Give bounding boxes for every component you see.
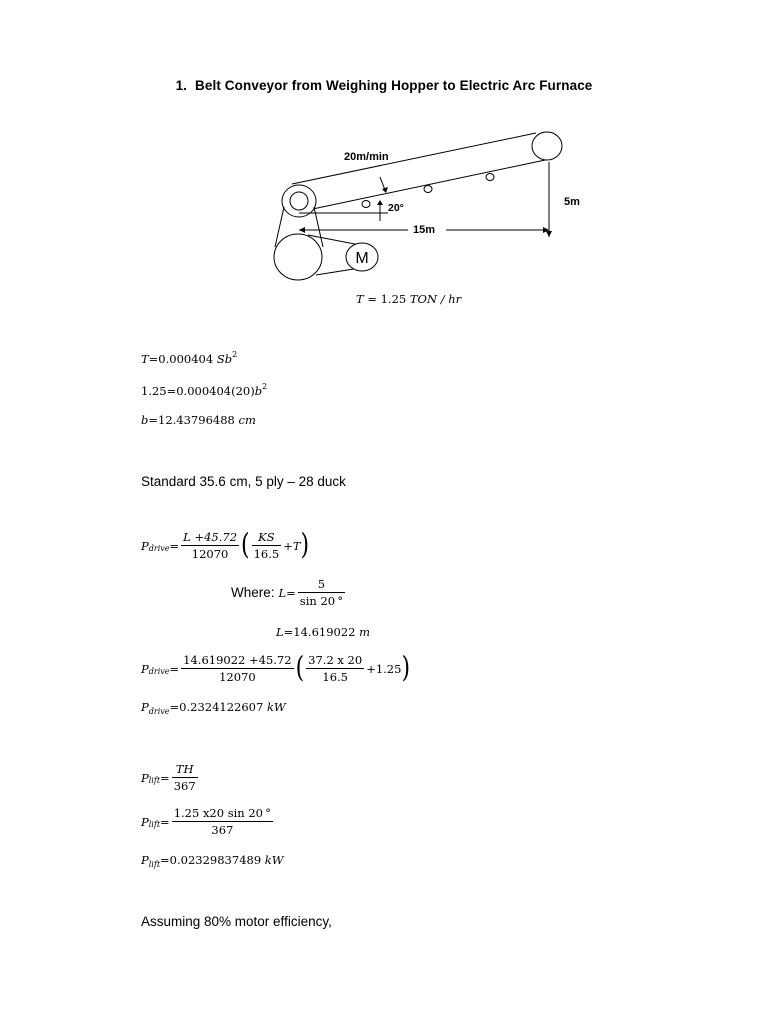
plift-equals: = — [160, 770, 170, 785]
plift-subst-subscript: lift — [148, 820, 161, 829]
pdrive-subst-num2: 37.2 x 20 — [308, 653, 363, 667]
speed-arrow-shaft — [380, 177, 385, 190]
pdrive-tail: +T — [283, 538, 301, 553]
pdrive-result-symbol: P — [141, 700, 149, 714]
equation-belt-width — [141, 413, 256, 427]
pdrive-substitution — [141, 653, 410, 684]
eq2-text: 1.25=0.000404 — [141, 384, 232, 398]
where-equals: = — [286, 585, 296, 600]
section-title — [0, 78, 768, 93]
where-definition — [231, 577, 347, 608]
pdrive-symbol: P — [141, 538, 149, 553]
caption-var-T: T — [356, 292, 364, 306]
eq2-paren: (20) — [231, 384, 255, 398]
angle-label: 20° — [388, 202, 404, 214]
angle-tick-arrow — [377, 200, 383, 205]
height-arrow-head — [546, 231, 552, 237]
where-den: sin 20 ° — [299, 594, 344, 608]
pdrive-result-subscript: drive — [148, 707, 170, 716]
conveyor-diagram — [268, 125, 598, 285]
belt-bottom-line — [308, 159, 550, 210]
plift-substitution — [141, 806, 275, 837]
section-title-text: Belt Conveyor from Weighing Hopper to Electric Arc Furnace — [195, 78, 593, 93]
plift-den: 367 — [173, 779, 196, 793]
plift-symbol: P — [141, 770, 149, 785]
pdrive-subst-subscript: drive — [148, 667, 170, 676]
plift-result — [141, 853, 284, 867]
eq1-lhs: T — [141, 352, 149, 366]
pdrive-den2: 16.5 — [253, 547, 280, 561]
length-arrow-left — [299, 227, 305, 233]
length-label: 15m — [413, 224, 436, 236]
pdrive-open-paren: ( — [241, 529, 250, 562]
where-label: Where: — [231, 585, 275, 600]
eq3-rhs: =12.43796488 — [148, 413, 239, 427]
plift-result-subscript: lift — [148, 860, 161, 869]
pdrive-subst-fraction-2 — [306, 653, 364, 684]
speed-label: 20m/min — [344, 151, 389, 163]
pdrive-subst-tail: +1.25 — [366, 661, 402, 676]
eq2-exponent: 2 — [262, 382, 268, 391]
pdrive-subst-symbol: P — [141, 661, 149, 676]
caption-unit: TON / hr — [409, 292, 462, 306]
tail-pulley-inner — [290, 192, 308, 210]
L-rhs: =14.619022 — [283, 625, 360, 639]
eq3-lhs: b — [141, 413, 149, 427]
where-num: 5 — [298, 577, 345, 593]
pdrive-subst-den2: 16.5 — [322, 670, 348, 684]
height-label: 5m — [564, 196, 580, 208]
pdrive-fraction-2 — [252, 530, 282, 561]
pdrive-close-paren: ) — [300, 529, 310, 562]
equation-capacity — [141, 352, 237, 366]
idler-roller — [486, 174, 494, 181]
pdrive-num2: KS — [252, 530, 282, 546]
head-pulley — [532, 132, 562, 160]
pdrive-result-unit: kW — [266, 700, 286, 714]
plift-result-symbol: P — [141, 853, 149, 867]
motor-label: M — [355, 250, 369, 267]
L-unit: m — [359, 625, 371, 639]
plift-subst-fraction — [172, 806, 273, 837]
pdrive-subst-equals: = — [169, 661, 180, 676]
pdrive-subst-den1: 12070 — [219, 670, 256, 684]
pdrive-subscript: drive — [148, 544, 170, 553]
throughput-caption — [356, 292, 461, 306]
idler-roller — [362, 201, 370, 208]
pdrive-subst-num1: 14.619022 +45.72 — [183, 653, 292, 667]
eq1-coefficient: =0.000404 — [148, 352, 217, 366]
belt-top-line — [292, 133, 536, 184]
plift-result-unit: kW — [264, 853, 284, 867]
L-value — [276, 625, 370, 639]
pdrive-num1: L +45.72 — [183, 530, 238, 544]
assumption-text: Assuming 80% motor efficiency, — [141, 914, 332, 929]
drive-wheel — [274, 234, 322, 280]
eq1-var: Sb — [216, 352, 233, 366]
equation-substitution — [141, 384, 267, 398]
idler-roller — [424, 186, 432, 193]
where-var-L: L — [278, 585, 287, 600]
where-fraction — [298, 577, 345, 608]
plift-fraction — [172, 762, 198, 793]
section-number: 1. — [175, 78, 188, 93]
plift-subst-equals: = — [160, 814, 170, 829]
speed-arrow-head — [382, 187, 388, 193]
plift-formula — [141, 762, 200, 793]
pdrive-subst-close-paren: ) — [401, 652, 411, 685]
plift-subst-symbol: P — [141, 814, 149, 829]
plift-subst-num: 1.25 x20 sin 20 ° — [173, 806, 272, 820]
caption-value: = 1.25 — [363, 292, 410, 306]
pdrive-formula — [141, 530, 309, 561]
pdrive-equals: = — [169, 538, 180, 553]
plift-subst-den: 367 — [211, 823, 234, 837]
eq2-var: b — [254, 384, 263, 398]
eq1-exponent: 2 — [232, 350, 238, 359]
standard-belt-text: Standard 35.6 cm, 5 ply – 28 duck — [141, 474, 346, 489]
pdrive-fraction-1 — [181, 530, 239, 561]
pdrive-result — [141, 700, 286, 714]
eq3-unit: cm — [238, 413, 256, 427]
plift-num: TH — [172, 762, 198, 778]
L-symbol: L — [276, 625, 284, 639]
pdrive-result-value: =0.2324122607 — [169, 700, 267, 714]
plift-subscript: lift — [148, 776, 161, 785]
pdrive-subst-fraction-1 — [181, 653, 293, 684]
pdrive-den1: 12070 — [191, 547, 229, 561]
pdrive-subst-open-paren: ( — [295, 652, 305, 685]
plift-result-value: =0.02329837489 — [160, 853, 265, 867]
